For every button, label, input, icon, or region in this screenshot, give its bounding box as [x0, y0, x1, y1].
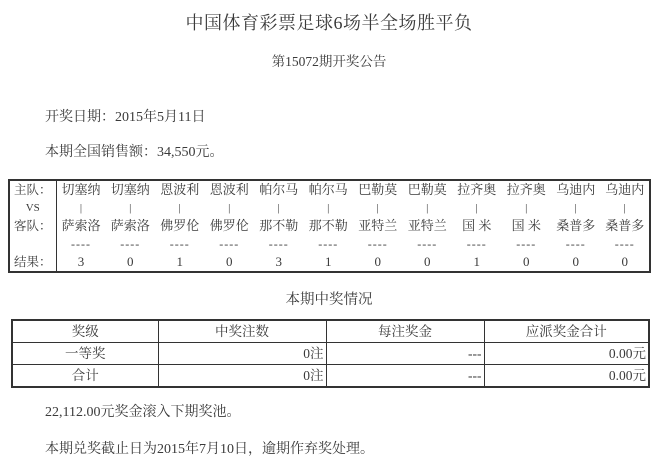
vs-mark: |	[228, 202, 231, 214]
match-result: 0	[621, 254, 628, 269]
away-team: 国 米	[511, 218, 541, 233]
dash-mark: ----	[120, 237, 141, 251]
match-result: 0	[127, 254, 134, 269]
sales-value: 34,550元。	[157, 145, 224, 160]
match-result: 0	[374, 254, 381, 269]
dash-mark: ----	[614, 237, 635, 251]
prize-row-sum	[12, 365, 649, 388]
result-row-label: 结果：	[9, 253, 56, 272]
draw-date-label: 开奖日期：	[45, 110, 115, 125]
vs-mark: |	[327, 202, 330, 214]
vs-mark: |	[277, 202, 280, 214]
draw-date-line	[45, 106, 658, 126]
vs-mark: |	[525, 202, 528, 214]
away-team: 佛罗伦	[209, 218, 249, 233]
home-team: 乌迪内	[605, 182, 645, 197]
home-team: 拉齐奥	[506, 182, 546, 197]
match-result: 3	[275, 254, 282, 269]
dash-mark: ----	[219, 237, 240, 251]
home-team-row	[9, 180, 650, 199]
prize-total: 0.00元	[484, 365, 649, 388]
prize-row-first	[12, 343, 649, 365]
home-row-label: 主队：	[9, 180, 56, 199]
away-team: 桑普多	[605, 218, 645, 233]
prize-level: 一等奖	[12, 343, 158, 365]
prize-table-header-row	[12, 320, 649, 343]
result-row	[9, 253, 650, 272]
dash-mark: ----	[71, 237, 91, 251]
match-result: 3	[77, 254, 85, 269]
issue-subtitle: 第15072期开奖公告	[271, 54, 387, 69]
away-team: 佛罗伦	[160, 218, 200, 233]
away-team: 那不勒	[259, 218, 299, 233]
home-team: 乌迪内	[556, 182, 596, 197]
dash-mark: ----	[565, 237, 586, 251]
home-team: 切塞纳	[61, 182, 101, 197]
match-result: 0	[572, 254, 579, 269]
vs-mark: |	[426, 202, 429, 214]
prize-level: 合计	[12, 365, 158, 388]
home-team: 恩波利	[160, 182, 200, 197]
prize-count: 0注	[158, 365, 326, 388]
dash-mark: ----	[367, 237, 388, 251]
rollover-note: 22,112.00元奖金滚入下期奖池。	[45, 405, 241, 420]
dash-mark: ----	[466, 237, 487, 251]
home-team: 恩波利	[209, 182, 249, 197]
match-result: 0	[523, 254, 530, 269]
sales-label: 本期全国销售额：	[45, 145, 157, 160]
dash-mark: ----	[516, 237, 537, 251]
prize-header-level: 奖级	[12, 320, 158, 343]
match-result: 1	[325, 254, 332, 269]
prize-count: 0注	[158, 343, 326, 365]
away-team: 萨索洛	[61, 218, 101, 233]
separator-row-label	[9, 235, 56, 253]
match-result: 1	[176, 254, 183, 269]
match-result: 0	[424, 254, 431, 269]
vs-mark: |	[178, 202, 181, 214]
home-team: 帕尔马	[308, 182, 348, 197]
draw-date-value: 2015年5月11日	[115, 110, 206, 125]
dash-mark: ----	[318, 237, 339, 251]
deadline-note: 本期兑奖截止日为2015年7月10日，逾期作弃奖处理。	[45, 442, 374, 457]
dash-mark: ----	[169, 237, 190, 251]
prize-per-prize: ---	[326, 365, 484, 388]
match-results-table	[8, 179, 651, 273]
dash-mark: ----	[268, 237, 289, 251]
away-team: 萨索洛	[110, 218, 150, 233]
home-team: 巴勒莫	[358, 182, 398, 197]
away-team-row	[9, 217, 650, 235]
vs-mark: |	[376, 202, 379, 214]
prize-table	[11, 319, 650, 388]
home-team: 帕尔马	[259, 182, 299, 197]
away-team: 桑普多	[556, 218, 596, 233]
vs-mark: |	[129, 202, 132, 214]
match-result: 1	[473, 254, 480, 269]
vs-mark: |	[79, 202, 83, 214]
prize-header-total: 应派奖金合计	[484, 320, 649, 343]
prize-per-prize: ---	[326, 343, 484, 365]
home-team: 拉齐奥	[457, 182, 497, 197]
separator-row	[9, 235, 650, 253]
vs-mark: |	[574, 202, 577, 214]
dash-mark: ----	[417, 237, 438, 251]
away-team: 亚特兰	[358, 218, 398, 233]
vs-row-label: VS	[9, 199, 56, 217]
sales-line	[45, 141, 658, 161]
away-team: 国 米	[462, 218, 492, 233]
page-title: 中国体育彩票足球6场半全场胜平负	[185, 13, 473, 33]
prize-header-per-prize: 每注奖金	[326, 320, 484, 343]
vs-row	[9, 199, 650, 217]
match-result: 0	[226, 254, 233, 269]
prize-section-title: 本期中奖情况	[285, 292, 373, 308]
vs-mark: |	[475, 202, 478, 214]
home-team: 巴勒莫	[407, 182, 447, 197]
prize-header-count: 中奖注数	[158, 320, 326, 343]
home-team: 切塞纳	[110, 182, 150, 197]
away-row-label: 客队：	[9, 217, 56, 235]
away-team: 那不勒	[308, 218, 348, 233]
vs-mark: |	[623, 202, 626, 214]
away-team: 亚特兰	[407, 218, 447, 233]
prize-total: 0.00元	[484, 343, 649, 365]
